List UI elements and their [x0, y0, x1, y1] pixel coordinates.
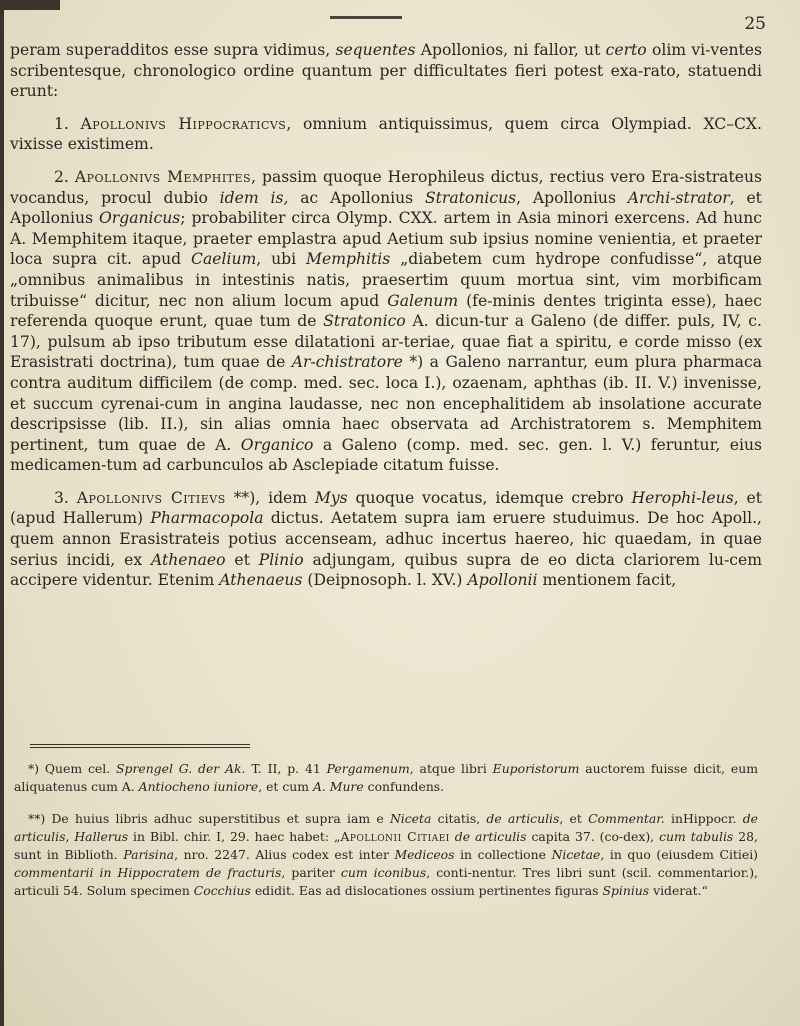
- entry-apollonius-citieus: 3. Apollonivs Citievs **), idem Mys quoque vocatus, idemque crebro Herophi-leus, et (apud Hallerum) Pharmacopola dictus. Aetatem supra iam eruere studuimus. De hoc Apoll., quem annon Erasistrateis potius accenseam, adhuc incertus haereo, hic quaedam, in quae serius incidi, ex Athenaeo et Plinio adjungam, quibus supra de eo dicta clariorem lu-cem accipere videntur. Etenim Athenaeus (Deipnosoph. l. XV.) Apollonii mentionem facit,: [10, 488, 762, 590]
- page-corner-mark: [0, 0, 60, 10]
- header-rule: [330, 16, 402, 19]
- footnote-rule-double: [30, 747, 250, 748]
- page-number: 25: [744, 14, 766, 34]
- footnotes: [14, 760, 758, 900]
- footnote-rule: [30, 744, 250, 745]
- intro-paragraph: peram superadditos esse supra vidimus, sequentes Apollonios, ni fallor, ut certo olim vi-ventes scribentesque, chronologico ordine quantum per difficultates fieri potest exa-rato, statuendi erunt:: [10, 41, 762, 101]
- footnote-2: **) De huius libris adhuc superstitibus et supra iam e Niceta citatis, de articulis, et Commentar. inHippocr. de articulis, Hallerus in Bibl. chir. I, 29. haec habet: „Apollonii Citiaei de articulis capita 37. (co-dex), cum tabulis 28, sunt in Biblioth. Parisina, nro. 2247. Alius codex est inter Mediceos in collectione Nicetae, in quo (eiusdem Citiei) commentarii in Hippocratem de fracturis, pariter cum iconibus, conti-nentur. Tres libri sunt (scil. commentarior.), articuli 54. Solum specimen Cocchius edidit. Eas ad dislocationes ossium pertinentes figuras Spinius viderat.“: [14, 811, 758, 898]
- main-text: [10, 40, 762, 591]
- entry-apollonius-hippocraticus: 1. Apollonivs Hippocraticvs, omnium antiquissimus, quem circa Olympiad. XC–CX. vixisse existimem.: [10, 114, 762, 154]
- page-spine-edge: [0, 0, 4, 1026]
- entry-apollonius-memphites: 2. Apollonivs Memphites, passim quoque Herophileus dictus, rectius vero Era-sistrateus vocandus, procul dubio idem is, ac Apollonius Stratonicus, Apollonius Archi-strator, et Apollonius Organicus; probabiliter circa Olymp. CXX. artem in Asia minori exercens. Ad hunc A. Memphitem itaque, praeter emplastra apud Aetium sub ipsius nomine venientia, et praeter loca supra cit. apud Caelium, ubi Memphitis „diabetem cum hydrope confudisse“, atque „omnibus animalibus in intestinis natis, praesertim quum mortua sint, vim morbificam tribuisse“ dicitur, nec non alium locum apud Galenum (fe-minis dentes triginta esse), haec referenda quoque erunt, quae tum de Stratonico A. dicun-tur a Galeno (de differ. puls, IV, c. 17), pulsum ab ipso tributum esse dilatationi ar-teriae, quae fiat a spiritu, e corde misso (ex Erasistrati doctrina), tum quae de Ar-chistratore *) a Galeno narrantur, eum plura pharmaca contra auditum difficilem (de comp. med. sec. loca I.), ozaenam, aphthas (ib. II. V.) invenisse, et succum cyrenai-cum in angina laudasse, nec non encephalitidem ab insolatione accurate descripsisse (lib. II.), sin alias omnia haec observata ad Archistratorem s. Memphitem pertinent, tum quae de A. Organico a Galeno (comp. med. sec. gen. l. V.) feruntur, eius medicamen-tum ad carbunculos ab Asclepiade citatum fuisse.: [10, 167, 762, 475]
- footnote-1: *) Quem cel. Sprengel G. der Ak. T. II, p. 41 Pergamenum, atque libri Euporistorum auctorem fuisse dicit, eum aliquatenus cum A. Antiocheno iuniore, et cum A. Mure confundens.: [14, 761, 758, 794]
